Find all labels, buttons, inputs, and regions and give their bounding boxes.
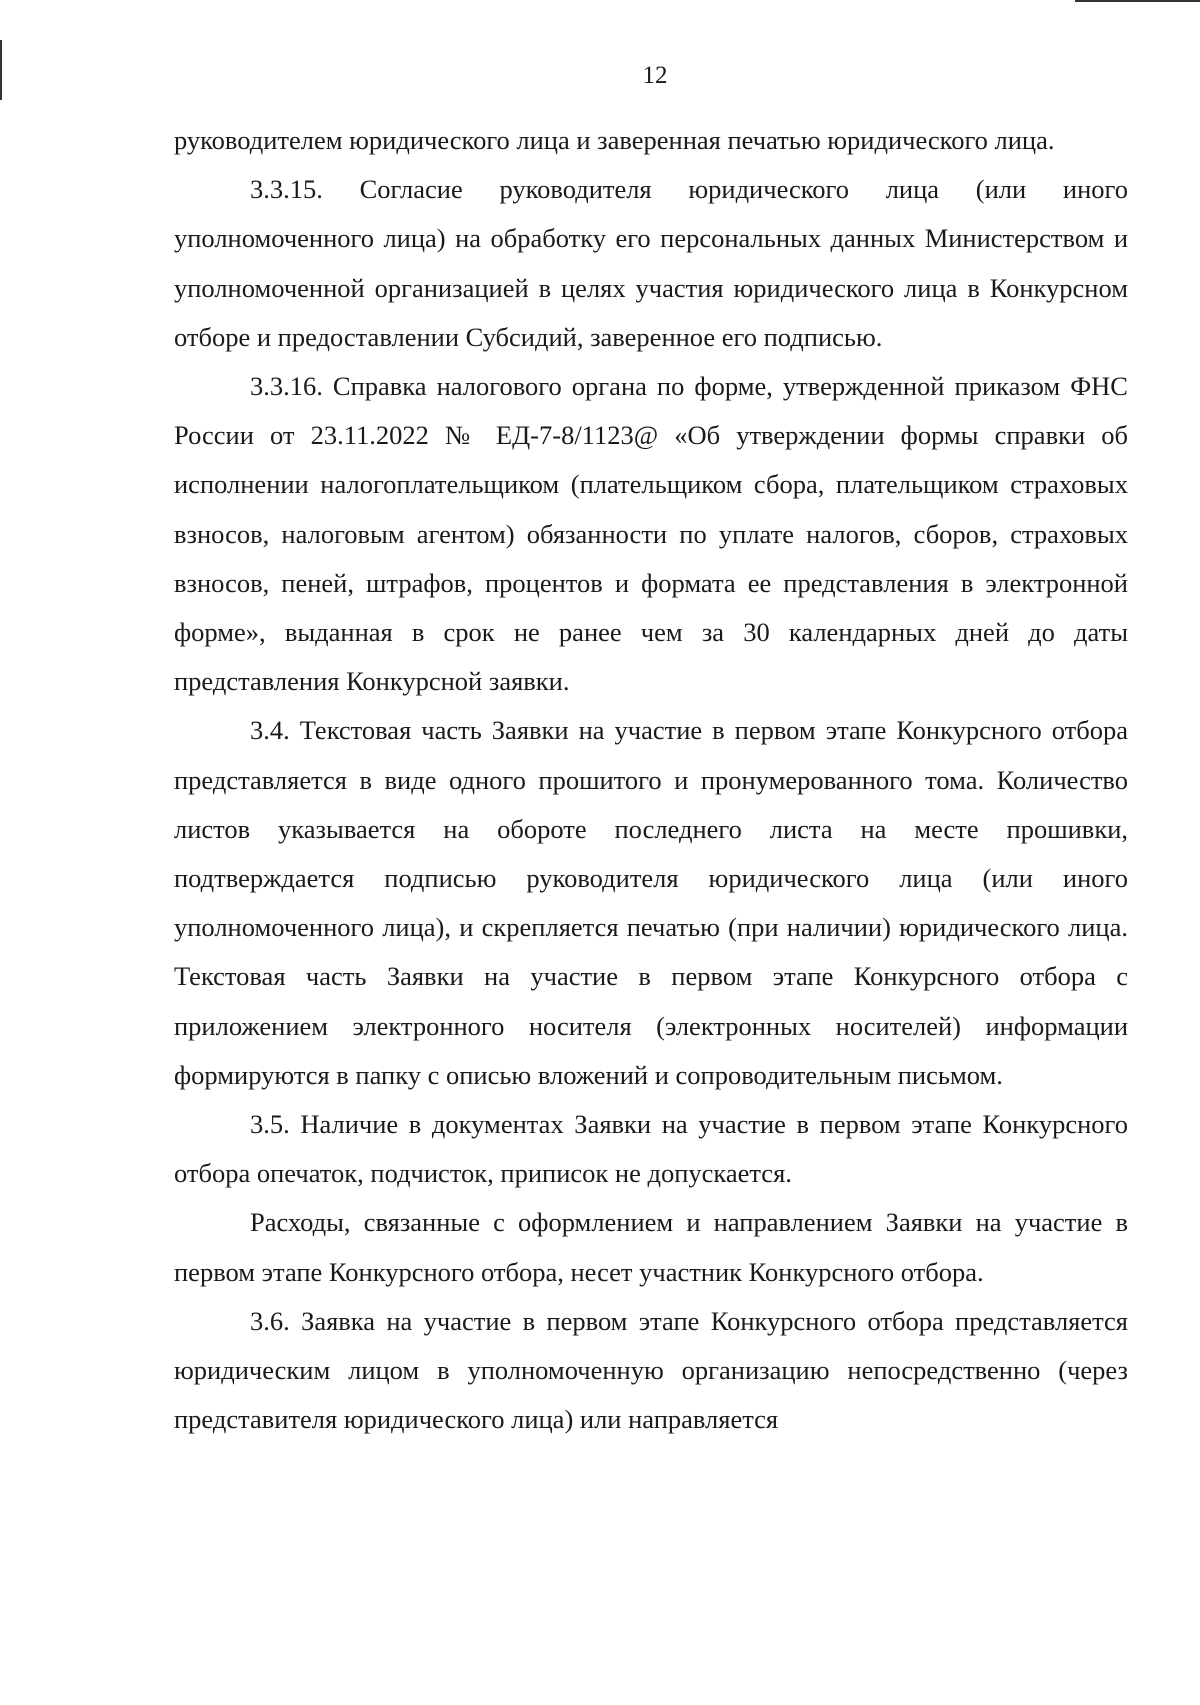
- paragraph-3-3-16: 3.3.16. Справка налогового органа по форме, утвержденной приказом ФНС России от 23.11.2022 № ЕД-7-8/1123@ «Об утверждении формы справки об исполнении налогоплательщиком (плательщиком сбора, плательщиком страховых взносов, налоговым агентом) обязанности по уплате налогов, сборов, страховых взносов, пеней, штрафов, процентов и формата ее представления в электронной форме», выданная в срок не ранее чем за 30 календарных дней до даты представления Конкурсной заявки.: [174, 371, 1128, 697]
- paragraph-expenses: Расходы, связанные с оформлением и направлением Заявки на участие в первом этапе Конкурсного отбора, несет участник Конкурсного отбора.: [174, 1207, 1128, 1287]
- paragraph-3-4: 3.4. Текстовая часть Заявки на участие в первом этапе Конкурсного отбора представляется в виде одного прошитого и пронумерованного тома. Количество листов указывается на обороте последнего листа на месте прошивки, подтверждается подписью руководителя юридического лица (или иного уполномоченного лица), и скрепляется печатью (при наличии) юридического лица. Текстовая часть Заявки на участие в первом этапе Конкурсного отбора с приложением электронного носителя (электронных носителей) информации формируются в папку с описью вложений и сопроводительным письмом.: [174, 715, 1128, 1090]
- paragraph-3-3-15: 3.3.15. Согласие руководителя юридического лица (или иного уполномоченного лица) на обработку его персональных данных Министерством и уполномоченной организацией в целях участия юридического лица в Конкурсном отборе и предоставлении Субсидий, заверенное его подписью.: [174, 174, 1128, 352]
- paragraph-3-5: 3.5. Наличие в документах Заявки на участие в первом этапе Конкурсного отбора опечаток, подчисток, приписок не допускается.: [174, 1109, 1128, 1189]
- page-number: 12: [642, 62, 668, 89]
- scan-edge-mark-top-right: [1075, 0, 1200, 2]
- document-body: [174, 116, 1128, 1444]
- paragraph-3-6: 3.6. Заявка на участие в первом этапе Конкурсного отбора представляется юридическим лицом в уполномоченную организацию непосредственно (через представителя юридического лица) или направляется: [174, 1305, 1128, 1435]
- paragraph-continuation: руководителем юридического лица и заверенная печатью юридического лица.: [174, 125, 1055, 155]
